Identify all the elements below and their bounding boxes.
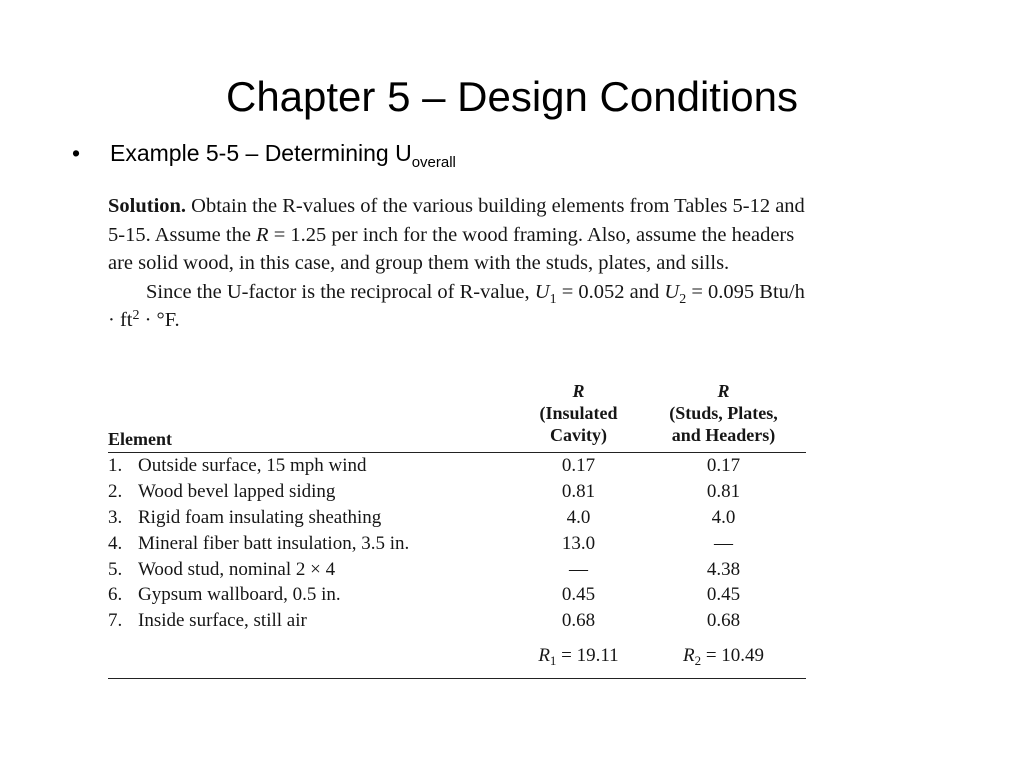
header-cavity-line1: (Insulated: [539, 403, 618, 423]
r1-subscript: 1: [549, 653, 557, 669]
u1-subscript: 1: [549, 291, 557, 307]
element-name: Outside surface, 15 mph wind: [138, 455, 367, 477]
solution-text-2: Since the U-factor is the reciprocal of R-value,: [146, 280, 535, 303]
cavity-value: 0.81: [561, 481, 596, 503]
table-row: [108, 556, 806, 582]
studs-value: 0.45: [706, 584, 741, 606]
r1-variable: R: [538, 645, 550, 667]
bullet-marker: •: [72, 140, 81, 166]
row-number: 7.: [108, 610, 123, 632]
row-number: 2.: [108, 481, 123, 503]
solution-paragraph-2: [108, 278, 806, 335]
element-cell: [108, 453, 516, 479]
element-cell: [108, 530, 516, 556]
cavity-value: 0.45: [561, 584, 596, 606]
element-name: Wood bevel lapped siding: [138, 481, 336, 503]
u1-variable: U: [534, 280, 550, 303]
header-cavity-r: R: [572, 381, 585, 401]
row-number: 4.: [108, 532, 123, 554]
r2-variable: R: [682, 645, 695, 667]
u2-variable: U: [664, 280, 680, 303]
cavity-value: 4.0: [566, 506, 591, 528]
r2-value: = 10.49: [701, 645, 765, 667]
element-cell: [108, 582, 516, 608]
element-name: Wood stud, nominal 2 × 4: [138, 558, 336, 580]
solution-paragraph-1: [108, 192, 806, 278]
u2-value: = 0.095 Btu/h · ft: [108, 280, 805, 331]
header-studs-r: R: [717, 381, 730, 401]
element-cell: [108, 608, 516, 634]
header-insulated-cavity: [516, 380, 641, 453]
u2-superscript: 2: [132, 308, 140, 323]
studs-value: 4.0: [711, 506, 736, 528]
header-studs-plates: [641, 380, 806, 453]
header-cavity-line2: Cavity): [550, 425, 607, 445]
solution-lead: Solution.: [108, 195, 187, 217]
element-cell: [108, 556, 516, 582]
solution-text-1-rest: = 1.25 per inch for the wood framing. Also, assume the headers are solid wood, in this case, and group them with the studs, plates, and sills.: [108, 223, 795, 274]
r-variable: R: [256, 223, 269, 246]
element-name: Gypsum wallboard, 0.5 in.: [138, 584, 341, 606]
table-row: [108, 453, 806, 479]
cavity-value: —: [569, 558, 588, 580]
bullet-text: Example 5-5 – Determining U: [110, 140, 412, 166]
header-studs-line2: and Headers): [671, 425, 776, 445]
table-row: [108, 582, 806, 608]
totals-spacer: [108, 634, 516, 679]
table-row: [108, 608, 806, 634]
cavity-value: 0.68: [561, 610, 596, 632]
header-element: Element: [108, 429, 172, 449]
cavity-value: 13.0: [561, 532, 596, 554]
r2-subscript: 2: [694, 653, 702, 669]
element-cell: [108, 479, 516, 505]
u1-value: = 0.052 and: [556, 280, 665, 303]
row-number: 6.: [108, 584, 123, 606]
u2-units-end: · °F.: [139, 309, 180, 331]
studs-value: 0.68: [706, 610, 741, 632]
slide-title: Chapter 5 – Design Conditions: [225, 73, 798, 120]
studs-value: —: [714, 532, 733, 554]
studs-value: 0.81: [706, 481, 741, 503]
r1-value: = 19.11: [556, 645, 619, 667]
studs-value: 0.17: [706, 455, 741, 477]
element-name: Mineral fiber batt insulation, 3.5 in.: [138, 532, 410, 554]
totals-row: [108, 634, 806, 679]
row-number: 1.: [108, 455, 123, 477]
row-number: 3.: [108, 506, 123, 528]
element-name: Inside surface, still air: [138, 610, 307, 632]
header-studs-line1: (Studs, Plates,: [669, 403, 778, 423]
cavity-value: 0.17: [561, 455, 596, 477]
element-name: Rigid foam insulating sheathing: [138, 506, 382, 528]
bullet-subscript: overall: [411, 154, 456, 171]
solution-text-1: Obtain the R-values of the various building elements from Tables 5-12 and 5-15. Assume the: [108, 195, 805, 246]
example-bullet: [72, 138, 456, 178]
table-row: [108, 530, 806, 556]
studs-value: 4.38: [706, 558, 741, 580]
table-header-row: [108, 380, 806, 453]
table-row: [108, 479, 806, 505]
table-row: [108, 505, 806, 531]
element-cell: [108, 505, 516, 531]
r2-total: [641, 634, 806, 679]
r1-total: [516, 634, 641, 679]
u2-subscript: 2: [679, 291, 687, 307]
scanned-textbook-excerpt: [108, 192, 806, 669]
row-number: 5.: [108, 558, 123, 580]
r-value-table: [108, 380, 806, 679]
